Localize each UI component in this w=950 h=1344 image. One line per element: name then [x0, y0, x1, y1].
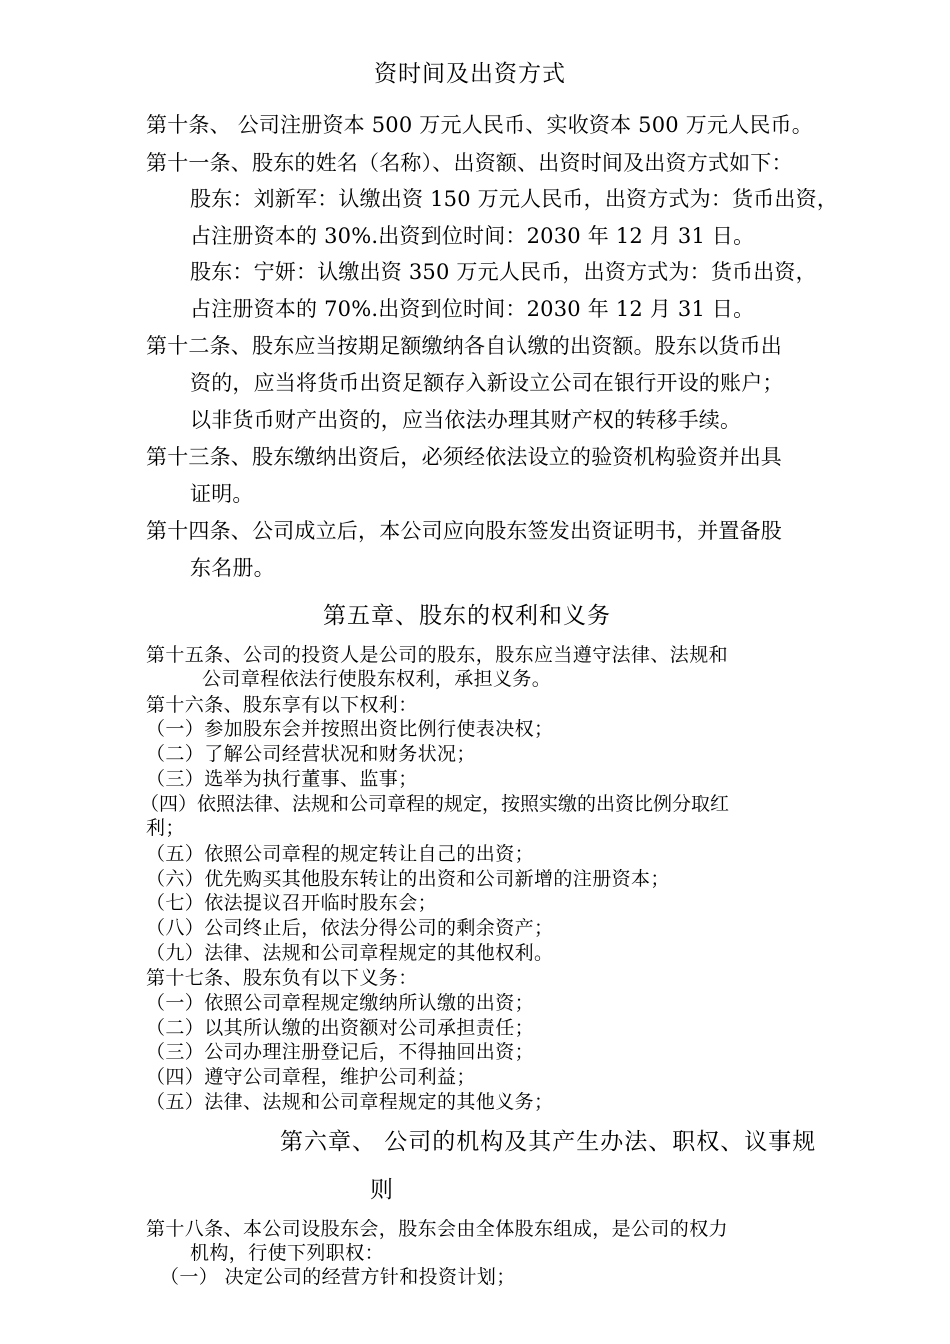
article-12-line-2: 资的，应当将货币出资足额存入新设立公司在银行开设的账户； [190, 371, 784, 395]
article-14-line-1: 第十四条、公司成立后，本公司应向股东签发出资证明书，并置备股 [146, 519, 782, 543]
section-heading-tail: 资时间及出资方式 [374, 61, 566, 87]
article-15-line-2: 公司章程依法行使股东权利，承担义务。 [202, 668, 552, 690]
duty-item-4: （四）遵守公司章程，维护公司利益； [146, 1066, 476, 1088]
article-12-line-1: 第十二条、股东应当按期足额缴纳各自认缴的出资额。股东以货币出 [146, 334, 782, 358]
article-11: 第十一条、股东的姓名（名称）、出资额、出资时间及出资方式如下： [146, 151, 793, 175]
shareholder-1-line-1: 股东：刘新军：认缴出资 150 万元人民币，出资方式为：货币出资， [190, 187, 839, 211]
shareholder-1-line-2: 占注册资本的 30%.出资到位时间：2030 年 12 月 31 日。 [190, 224, 755, 248]
right-item-4-line-2: 利； [146, 817, 185, 839]
shareholder-2-line-2: 占注册资本的 70%.出资到位时间：2030 年 12 月 31 日。 [190, 297, 755, 321]
right-item-7: （七）依法提议召开临时股东会； [146, 892, 438, 914]
right-item-6: （六）优先购买其他股东转让的出资和公司新增的注册资本； [146, 868, 670, 890]
right-item-1: （一）参加股东会并按照出资比例行使表决权； [146, 718, 554, 740]
right-item-8: （八）公司终止后，依法分得公司的剩余资产； [146, 917, 554, 939]
article-18-line-2: 机构，行使下列职权： [190, 1242, 385, 1264]
chapter-6-title-line-1: 第六章、 公司的机构及其产生办法、职权、议事规 [280, 1129, 817, 1155]
right-item-2: （二）了解公司经营状况和财务状况； [146, 743, 476, 765]
right-item-9: （九）法律、法规和公司章程规定的其他权利。 [146, 942, 554, 964]
duty-item-3: （三）公司办理注册登记后，不得抽回出资； [146, 1041, 535, 1063]
duty-item-5: （五）法律、法规和公司章程规定的其他义务； [146, 1091, 554, 1113]
article-13-line-1: 第十三条、股东缴纳出资后，必须经依法设立的验资机构验资并出具 [146, 445, 782, 469]
right-item-4-line-1: （四）依照法律、法规和公司章程的规定，按照实缴的出资比例分取红 [140, 793, 730, 815]
article-13-line-2: 证明。 [190, 482, 254, 506]
chapter-5-title: 第五章、股东的权利和义务 [323, 603, 611, 629]
right-item-5: （五）依照公司章程的规定转让自己的出资； [146, 843, 535, 865]
article-15-line-1: 第十五条、公司的投资人是公司的股东，股东应当遵守法律、法规和 [146, 644, 729, 666]
article-17: 第十七条、股东负有以下义务： [146, 967, 418, 989]
article-10: 第十条、 公司注册资本 500 万元人民币、实收资本 500 万元人民币。 [146, 113, 813, 137]
chapter-6-title-line-2: 则 [370, 1177, 394, 1203]
shareholder-2-line-1: 股东：宁妍：认缴出资 350 万元人民币，出资方式为：货币出资， [190, 260, 817, 284]
article-16: 第十六条、股东享有以下权利： [146, 694, 418, 716]
power-item-1: （一） 决定公司的经营方针和投资计划； [160, 1266, 516, 1288]
right-item-3: （三）选举为执行董事、监事； [146, 768, 418, 790]
article-14-line-2: 东名册。 [190, 556, 275, 580]
duty-item-1: （一）依照公司章程规定缴纳所认缴的出资； [146, 992, 535, 1014]
article-12-line-3: 以非货币财产出资的，应当依法办理其财产权的转移手续。 [190, 408, 742, 432]
article-18-line-1: 第十八条、本公司设股东会，股东会由全体股东组成，是公司的权力 [146, 1218, 729, 1240]
duty-item-2: （二）以其所认缴的出资额对公司承担责任； [146, 1017, 535, 1039]
